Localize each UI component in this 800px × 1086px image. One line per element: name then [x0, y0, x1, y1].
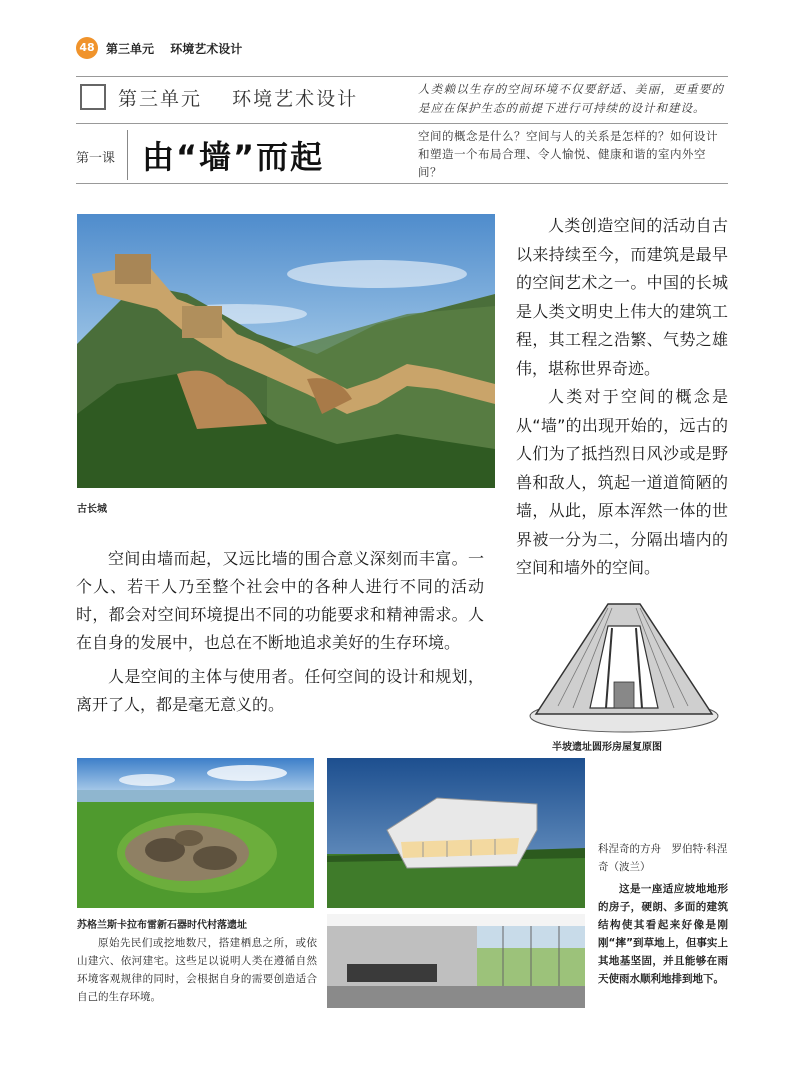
banpo-hut-illustration: [528, 596, 720, 734]
running-header-unit: 第三单元: [106, 42, 155, 56]
running-header-unit-name: 环境艺术设计: [170, 42, 243, 56]
skara-description: [77, 934, 317, 1006]
main-paragraph-2: 人是空间的主体与使用者。任何空间的设计和规划，离开了人，都是毫无意义的。: [76, 667, 484, 714]
great-wall-caption: 古长城: [77, 504, 107, 515]
ark-caption: 科涅奇的方舟 罗伯特·科涅奇（波兰）: [598, 843, 728, 873]
unit-title: [118, 84, 358, 111]
unit-name: 环境艺术设计: [232, 88, 359, 110]
top-rule: [76, 76, 728, 77]
unit-square-icon: [80, 84, 106, 110]
ark-house-photo: [327, 758, 585, 908]
skara-paragraph: 原始先民们或挖地数尺，搭建栖息之所，或依山建穴、依河建宅。这些足以说明人类在遵循自然环境客观规律的同时，会根据自身的需要创造适合自己的生存环境。: [77, 937, 317, 1003]
unit-description: 人类赖以生存的空间环境不仅要舒适、美丽，更重要的是应在保护生态的前提下进行可持续的设计和建设。: [418, 82, 724, 115]
page-number: 48: [76, 37, 98, 59]
main-body-text: [76, 545, 484, 719]
right-paragraph-1: 人类创造空间的活动自古以来持续至今，而建筑是最早的空间艺术之一。中国的长城是人类文明史上伟大的建筑工程，其工程之浩繁、气势之雄伟，堪称世界奇迹。: [516, 216, 728, 378]
running-header: [106, 40, 242, 57]
ark-description: [598, 880, 728, 988]
right-column-text: [516, 212, 728, 583]
lesson-label: 第一课: [76, 151, 116, 166]
lesson-divider: [127, 130, 128, 180]
main-paragraph-1: 空间由墙而起，又远比墙的围合意义深刻而丰富。一个人、若干人乃至整个社会中的各种人进行不同的活动时，都会对空间环境提出不同的功能要求和精神需求。人在自身的发展中，也总在不断地追求美好的生存环境。: [76, 549, 484, 652]
unit-number: 第三单元: [118, 88, 203, 110]
ark-interior-photo: [327, 914, 585, 1008]
lesson-description: 空间的概念是什么？空间与人的关系是怎样的？如何设计和塑造一个布局合理、令人愉悦、健康和谐的室内外空间？: [418, 129, 718, 179]
lesson-title: 由“墙”而起: [142, 138, 325, 176]
great-wall-photo: [77, 214, 495, 488]
middle-rule: [76, 123, 728, 124]
skara-caption: 苏格兰斯卡拉布雷新石器时代村落遗址: [77, 920, 247, 931]
skara-brae-photo: [77, 758, 314, 908]
bottom-rule: [76, 183, 728, 184]
ark-paragraph: 这是一座适应坡地地形的房子，硬朗、多面的建筑结构使其看起来好像是刚刚“摔”到草地上，但事实上其地基坚固，并且能够在雨天使雨水顺利地排到地下。: [598, 883, 728, 985]
hut-caption: 半坡遗址圆形房屋复原图: [552, 742, 662, 753]
right-paragraph-2: 人类对于空间的概念是从“墙”的出现开始的，远古的人们为了抵挡烈日风沙或是野兽和敌人，筑起一道道简陋的墙，从此，原本浑然一体的世界被一分为二，分隔出墙内的空间和墙外的空间。: [516, 387, 728, 577]
